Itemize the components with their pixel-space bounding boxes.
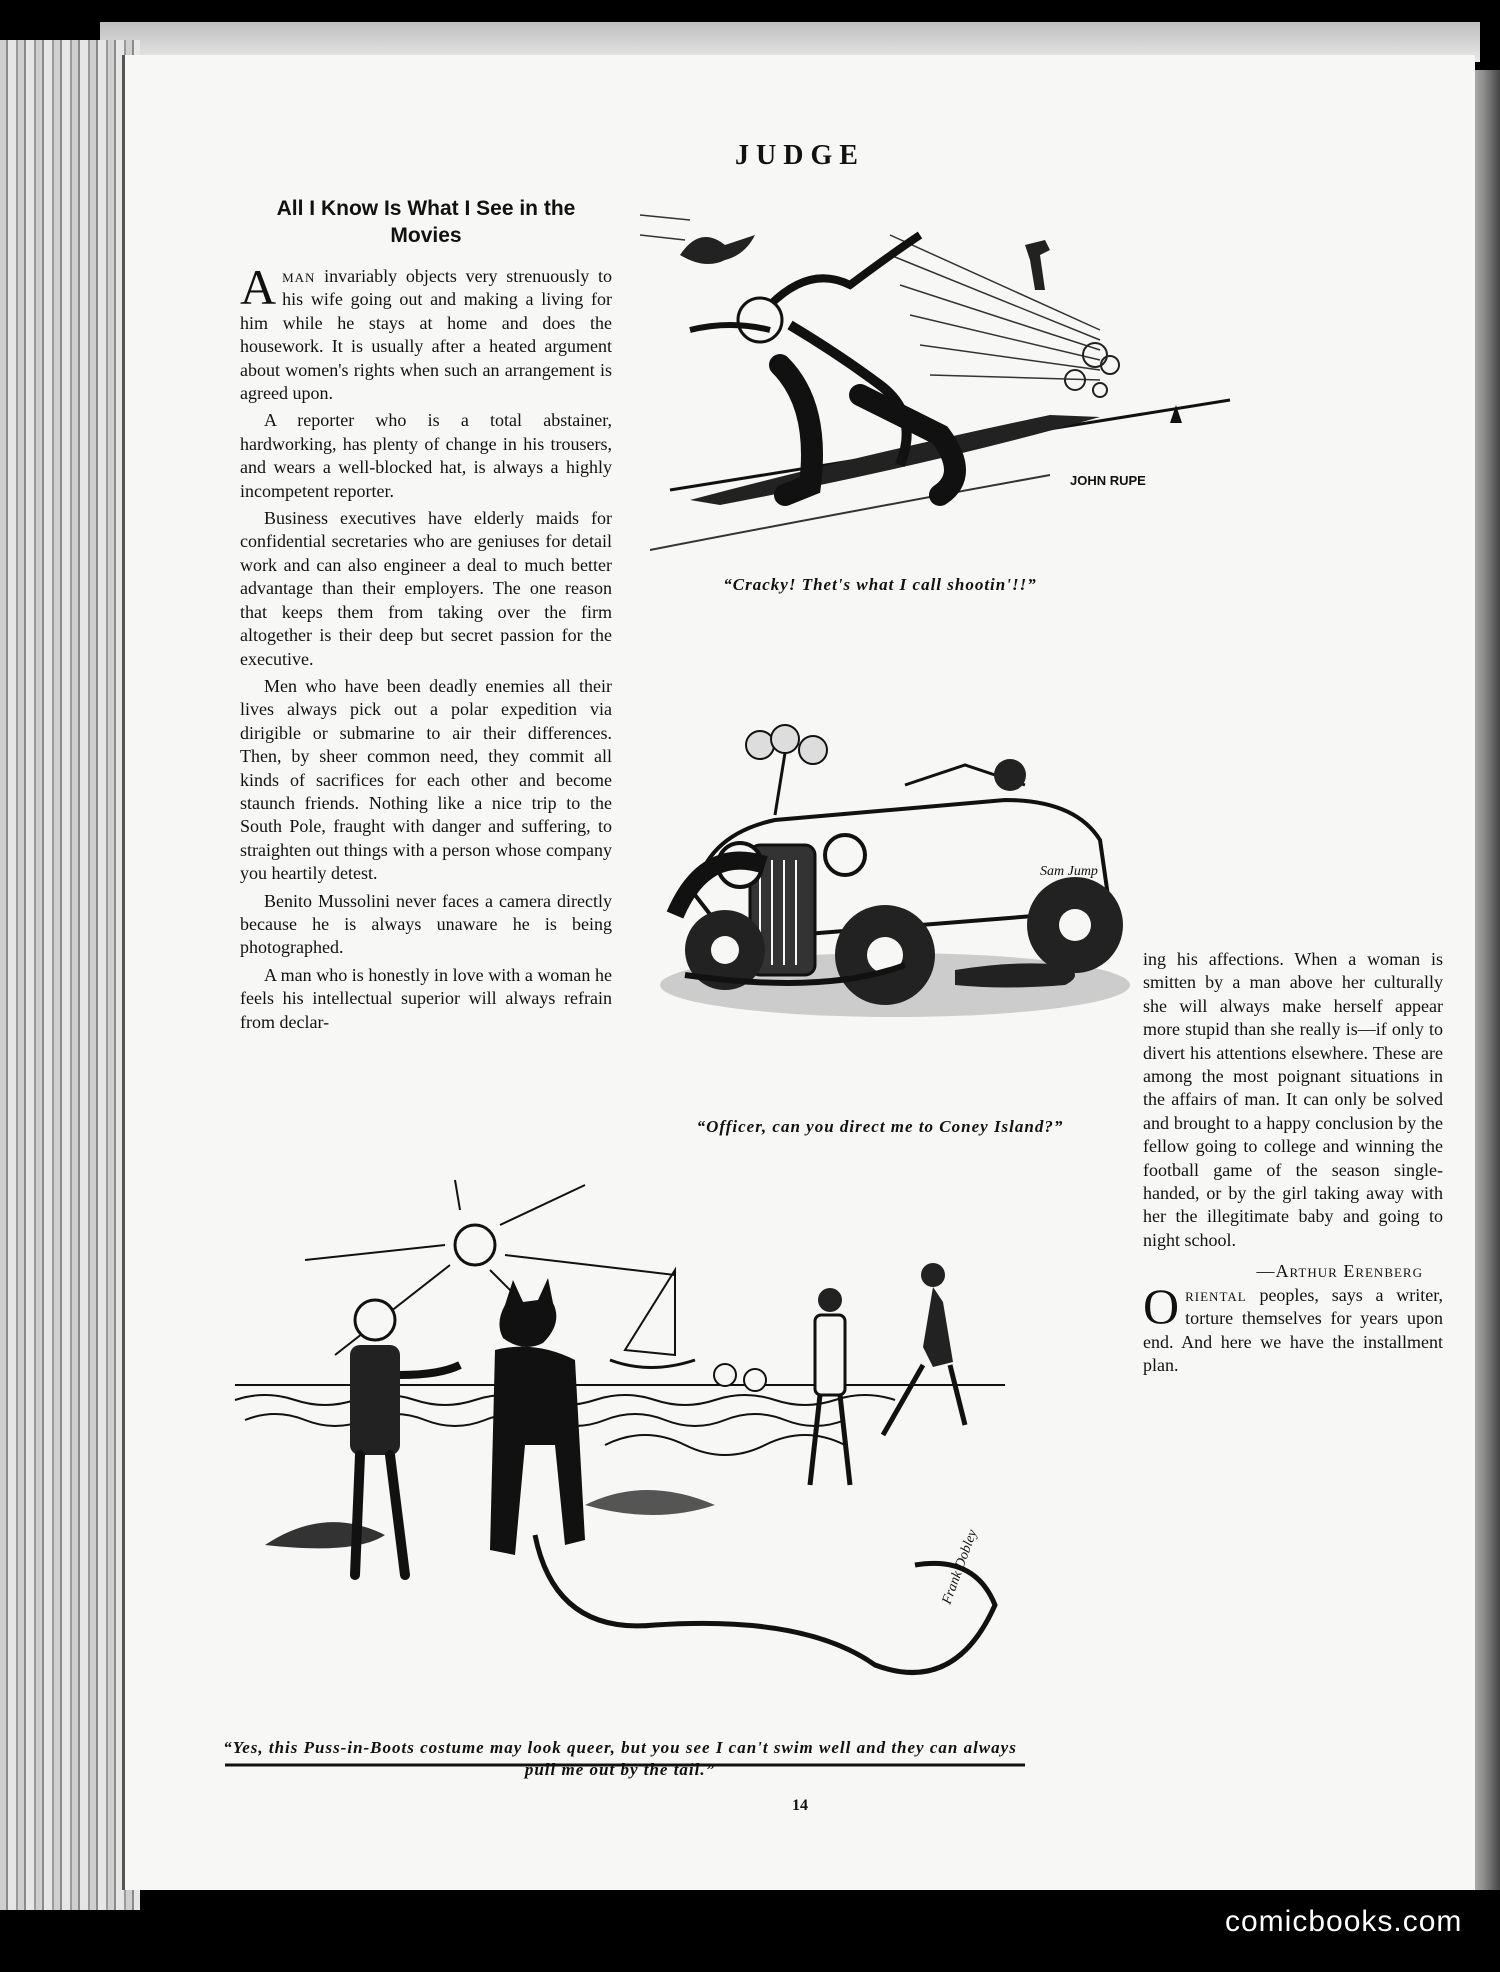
article-paragraph-4: Men who have been deadly enemies all their lives always pick out a polar expedition via dirigible or submarine to air their differences. Then, by sheer common need, they commit all kinds of sacrifices for each other and become staunch friends. Nothing like a nice trip to the South Pole, fraught with danger and suffering, to straighten out things with a person whose company you heartily detest. bbox=[240, 675, 612, 884]
cartoon-signature: JOHN RUPE bbox=[1070, 473, 1146, 488]
cartoon-signature: Sam Jump bbox=[1040, 864, 1098, 879]
article-column-right bbox=[1143, 948, 1443, 1381]
cartoon-caption-1: “Cracky! Thet's what I call shootin'!!” bbox=[723, 575, 1037, 594]
magazine-header: JUDGE bbox=[735, 140, 865, 171]
cartoon-caption-2: “Officer, can you direct me to Coney Island?” bbox=[696, 1117, 1064, 1136]
article-author: —Arthur Erenberg bbox=[1256, 1261, 1423, 1282]
cartoon-car-officer bbox=[655, 725, 1135, 1025]
article-paragraph-3: Business executives have elderly maids for confidential secretaries who are geniuses for detail work and can also engineer a deal to much better advantage than their employers. The one reason that keeps them from taking over the firm altogether is their deep but secret passion for the executive. bbox=[240, 508, 612, 669]
page-number: 14 bbox=[792, 1797, 808, 1814]
article-paragraph-2: A reporter who is a total abstainer, hardworking, has plenty of change in his trousers, and wears a well-blocked hat, is always a highly incompetent reporter. bbox=[240, 410, 612, 501]
drop-cap: O bbox=[1143, 1277, 1180, 1334]
paragraph-text: invariably objects very strenuously to his wife going out and making a living for him while he stays at home and does the housework. It is usually after a heated argument about women's rights when such an arrangement is agreed upon. bbox=[240, 266, 612, 404]
book-page-edges bbox=[0, 40, 140, 1910]
cartoon-caption-3: “Yes, this Puss-in-Boots costume may look queer, but you see I can't swim well and they can always pull me out by the tail.” bbox=[223, 1738, 1017, 1779]
blurb-paragraph bbox=[1143, 1277, 1443, 1378]
article-paragraph-1 bbox=[240, 259, 612, 405]
cartoon-cowboy-running bbox=[630, 155, 1146, 565]
magazine-page bbox=[122, 55, 1475, 1890]
drop-cap: A bbox=[240, 259, 277, 315]
article-paragraph-5: Benito Mussolini never faces a camera directly because he is always unaware he is being photographed. bbox=[240, 890, 612, 958]
article-paragraph-6: A man who is honestly in love with a woman he feels his intellectual superior will always refrain from declar- bbox=[240, 964, 612, 1032]
article-paragraph-continued: ing his affections. When a woman is smitten by a man above her culturally she will always make herself appear more stupid than she really is—if only to divert his attentions elsewhere. These are among the most poignant situations in the affairs of man. It can only be solved and brought to a happy conclusion by the fellow going to college and winning the football game of the season single-handed, or by the girl taking away with her the illegitimate baby and going to night school. bbox=[1143, 949, 1443, 1250]
lead-in: man bbox=[282, 266, 316, 286]
article-column-left bbox=[240, 195, 612, 1038]
cartoon-beach-devil bbox=[205, 1175, 1040, 1770]
cartoon-signature: Frank Dobley bbox=[939, 1527, 981, 1607]
lead-in: riental bbox=[1185, 1284, 1247, 1305]
article-title: All I Know Is What I See in the Movies bbox=[276, 197, 576, 247]
paragraph-text: peoples, says a writer, torture themselves for years upon end. And here we have the installment plan. bbox=[1143, 1284, 1443, 1375]
watermark: comicbooks.com bbox=[1225, 1905, 1463, 1938]
